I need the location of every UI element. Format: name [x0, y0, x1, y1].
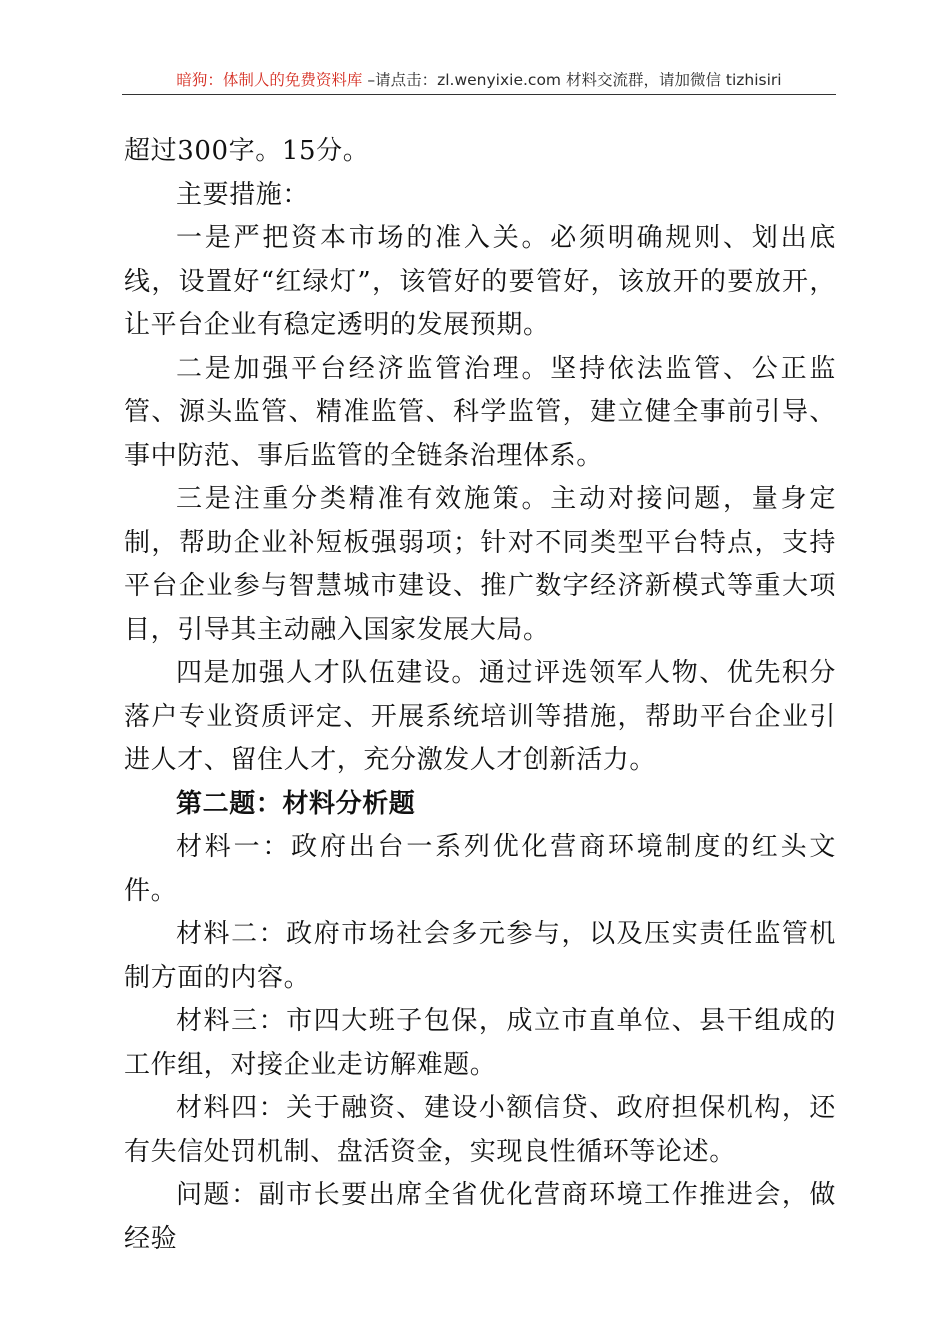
paragraph-question: 问题：副市长要出席全省优化营商环境工作推进会，做经验	[124, 1180, 836, 1254]
section-heading-question-2: 第二题：材料分析题	[176, 788, 416, 819]
paragraph-measure-3: 三是注重分类精准有效施策。主动对接问题，量身定制，帮助企业补短板强弱项；针对不同类型平台特点，支持平台企业参与智慧城市建设、推广数字经济新模式等重大项目，引导其主动融入国家发展大局。	[124, 484, 836, 645]
paragraph-measure-2: 二是加强平台经济监管治理。坚持依法监管、公正监管、源头监管、精准监管、科学监管，建立健全事前引导、事中防范、事后监管的全链条治理体系。	[124, 353, 836, 471]
header-divider	[122, 94, 836, 95]
header-wechat-note: 材料交流群，请加微信 tizhisiri	[561, 71, 782, 89]
paragraph-material-1: 材料一：政府出台一系列优化营商环境制度的红头文件。	[124, 832, 836, 906]
paragraph-word-limit: 超过300字。15分。	[124, 136, 370, 166]
header-click-prompt: –请点击：	[362, 71, 438, 89]
paragraph-material-4: 材料四：关于融资、建设小额信贷、政府担保机构，还有失信处罚机制、盘活资金，实现良性循环等论述。	[124, 1093, 836, 1167]
document-body	[124, 130, 836, 1261]
paragraph-measures-heading: 主要措施：	[176, 179, 310, 210]
paragraph-measure-4: 四是加强人才队伍建设。通过评选领军人物、优先积分落户专业资质评定、开展系统培训等措施，帮助平台企业引进人才、留住人才，充分激发人才创新活力。	[124, 658, 836, 775]
header-url-link[interactable]: zl.wenyixie.com	[437, 71, 562, 89]
page-header	[122, 68, 836, 92]
paragraph-material-3: 材料三：市四大班子包保，成立市直单位、县干组成的工作组，对接企业走访解难题。	[124, 1006, 836, 1080]
paragraph-measure-1: 一是严把资本市场的准入关。必须明确规则、划出底线，设置好“红绿灯”，该管好的要管好，该放开的要放开，让平台企业有稳定透明的发展预期。	[124, 223, 836, 340]
header-site-name: 暗狗：体制人的免费资料库	[176, 71, 363, 89]
paragraph-material-2: 材料二：政府市场社会多元参与，以及压实责任监管机制方面的内容。	[124, 919, 836, 993]
